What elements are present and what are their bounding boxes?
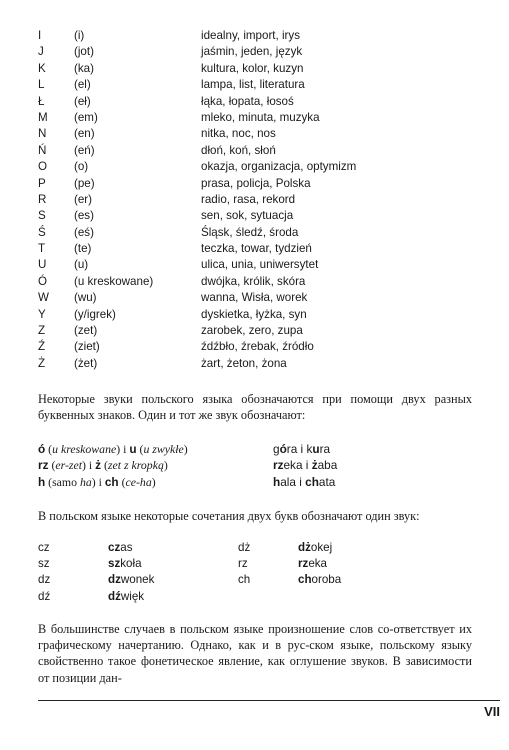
letter-name: (er)	[74, 192, 93, 206]
examples: Śląsk, śledź, środa	[201, 225, 299, 239]
letter: M	[38, 110, 48, 124]
digraph-example: dź więk	[108, 589, 145, 603]
sound-pair-example: góra i kura	[273, 442, 331, 456]
digraph-example: ch oroba	[298, 573, 342, 587]
alphabet-row	[38, 290, 478, 306]
examples: żart, żeton, żona	[201, 356, 287, 370]
examples: zarobek, zero, zupa	[201, 324, 303, 338]
digraph-example: sz koła	[108, 557, 142, 571]
examples: dłoń, koń, słoń	[201, 143, 276, 157]
letter: N	[38, 127, 47, 141]
examples: jaśmin, jeden, język	[201, 45, 303, 59]
alphabet-row	[38, 225, 478, 241]
examples: nitka, noc, nos	[201, 127, 276, 141]
digraph: dż	[238, 541, 251, 554]
alphabet-row	[38, 323, 478, 339]
digraph-row	[38, 572, 478, 588]
letter: W	[38, 291, 49, 305]
sound-pair-rule: ó (u kreskowane) i u (u zwykłe)	[38, 442, 188, 456]
sound-pair-example: hala i chata	[273, 474, 336, 489]
paragraph-two-spellings: Некоторые звуки польского языка обозначаются при помощи двух разных буквенных знаков. Один и тот же звук обозначают:	[38, 392, 472, 423]
alphabet-row	[38, 192, 478, 208]
alphabet-row	[38, 208, 478, 224]
letter-name: (i)	[74, 29, 85, 42]
examples: prasa, policja, Polska	[201, 176, 311, 190]
letter-name: (eś)	[74, 225, 94, 239]
letter-name: (eń)	[74, 143, 95, 157]
letter-name: (u)	[74, 258, 89, 272]
letter-name: (wu)	[74, 291, 97, 305]
alphabet-row	[38, 176, 478, 192]
examples: łąka, łopata, łosoś	[201, 94, 294, 108]
letter: L	[38, 78, 45, 92]
letter: O	[38, 160, 48, 174]
digraph: dz	[38, 573, 51, 587]
sound-pair-row	[38, 457, 478, 473]
letter-name: (es)	[74, 209, 94, 223]
letter: J	[38, 45, 44, 59]
page-number: VII	[484, 704, 500, 719]
examples: dyskietka, łyżka, syn	[201, 307, 307, 321]
letter: Y	[38, 307, 46, 321]
alphabet-row	[38, 159, 478, 175]
letter-name: (jot)	[74, 45, 94, 59]
alphabet-row	[38, 94, 478, 110]
alphabet-row	[38, 339, 478, 355]
digraph-row	[38, 556, 478, 572]
sound-pair-rule: h (samo ha) i ch (ce-ha)	[38, 474, 156, 489]
alphabet-row	[38, 77, 478, 93]
alphabet-table	[38, 28, 478, 372]
examples: idealny, import, irys	[201, 29, 301, 42]
sound-pair-row	[38, 441, 478, 457]
alphabet-row	[38, 257, 478, 273]
digraph-example: cz as	[108, 541, 133, 554]
letter-name: (el)	[74, 78, 91, 92]
alphabet-row	[38, 143, 478, 159]
letter: Ś	[38, 225, 46, 239]
letter: S	[38, 209, 46, 223]
paragraph-digraphs: В польском языке некоторые сочетания двух букв обозначают один звук:	[38, 509, 420, 523]
letter: T	[38, 242, 46, 256]
letter: Ł	[38, 94, 45, 108]
sound-pairs-table	[38, 441, 478, 490]
digraph-example: dż okej	[298, 541, 333, 554]
digraphs-table	[38, 540, 478, 605]
alphabet-row	[38, 28, 478, 44]
digraph-row	[38, 540, 478, 556]
examples: lampa, list, literatura	[201, 78, 305, 92]
letter: I	[38, 29, 42, 42]
letter: Ż	[38, 356, 46, 370]
letter-name: (te)	[74, 242, 92, 256]
examples: okazja, organizacja, optymizm	[201, 160, 357, 174]
letter-name: (em)	[74, 110, 98, 124]
digraph-row	[38, 589, 478, 605]
alphabet-row	[38, 356, 478, 372]
alphabet-row	[38, 126, 478, 142]
examples: sen, sok, sytuacja	[201, 209, 294, 223]
letter: R	[38, 192, 47, 206]
digraph: ch	[238, 573, 251, 587]
examples: mleko, minuta, muzyka	[201, 110, 320, 124]
letter-name: (pe)	[74, 176, 95, 190]
letter-name: (zet)	[74, 324, 98, 338]
alphabet-row	[38, 61, 478, 77]
sound-pair-rule: rz (er-zet) i ż (zet z kropką)	[38, 458, 168, 473]
letter-name: (y/igrek)	[74, 307, 116, 321]
letter: Ź	[38, 340, 46, 354]
letter: Z	[38, 324, 46, 338]
letter: P	[38, 176, 46, 190]
letter-name: (żet)	[74, 356, 98, 370]
examples: kultura, kolor, kuzyn	[201, 61, 304, 75]
letter-name: (ka)	[74, 61, 94, 75]
alphabet-row	[38, 44, 478, 60]
letter-name: (o)	[74, 160, 89, 174]
letter-name: (ziet)	[74, 340, 100, 354]
sound-pair-row	[38, 474, 478, 490]
sound-pair-example: rzeka i żaba	[273, 458, 338, 473]
letter-name: (en)	[74, 127, 95, 141]
examples: teczka, towar, tydzień	[201, 242, 312, 256]
digraph-example: rz eka	[298, 557, 328, 571]
examples: wanna, Wisła, worek	[201, 291, 308, 305]
letter: Ń	[38, 143, 47, 157]
alphabet-row	[38, 110, 478, 126]
letter-name: (eł)	[74, 94, 91, 108]
digraph: cz	[38, 541, 50, 554]
letter: Ó	[38, 274, 48, 288]
alphabet-row	[38, 241, 478, 257]
examples: ulica, unia, uniwersytet	[201, 258, 319, 272]
digraph: rz	[238, 557, 248, 571]
examples: źdźbło, źrebak, źródło	[201, 340, 314, 354]
page-footer-rule	[38, 700, 500, 701]
digraph: dź	[38, 589, 51, 603]
examples: radio, rasa, rekord	[201, 192, 296, 206]
letter: K	[38, 61, 46, 75]
alphabet-row	[38, 307, 478, 323]
digraph-example: dz wonek	[108, 573, 155, 587]
digraph: sz	[38, 557, 50, 571]
alphabet-row	[38, 274, 478, 290]
letter: U	[38, 258, 47, 272]
paragraph-pronunciation: В большинстве случаев в польском языке произношение слов со-ответствует их графическому начертанию. Однако, как и в рус-ском языке, польскому языку свойственно такое фонетическое явление, как оглушение звуков. В зависимости от позиции дан-	[38, 622, 472, 685]
letter-name: (u kreskowane)	[74, 274, 154, 288]
examples: dwójka, królik, skóra	[201, 274, 306, 288]
